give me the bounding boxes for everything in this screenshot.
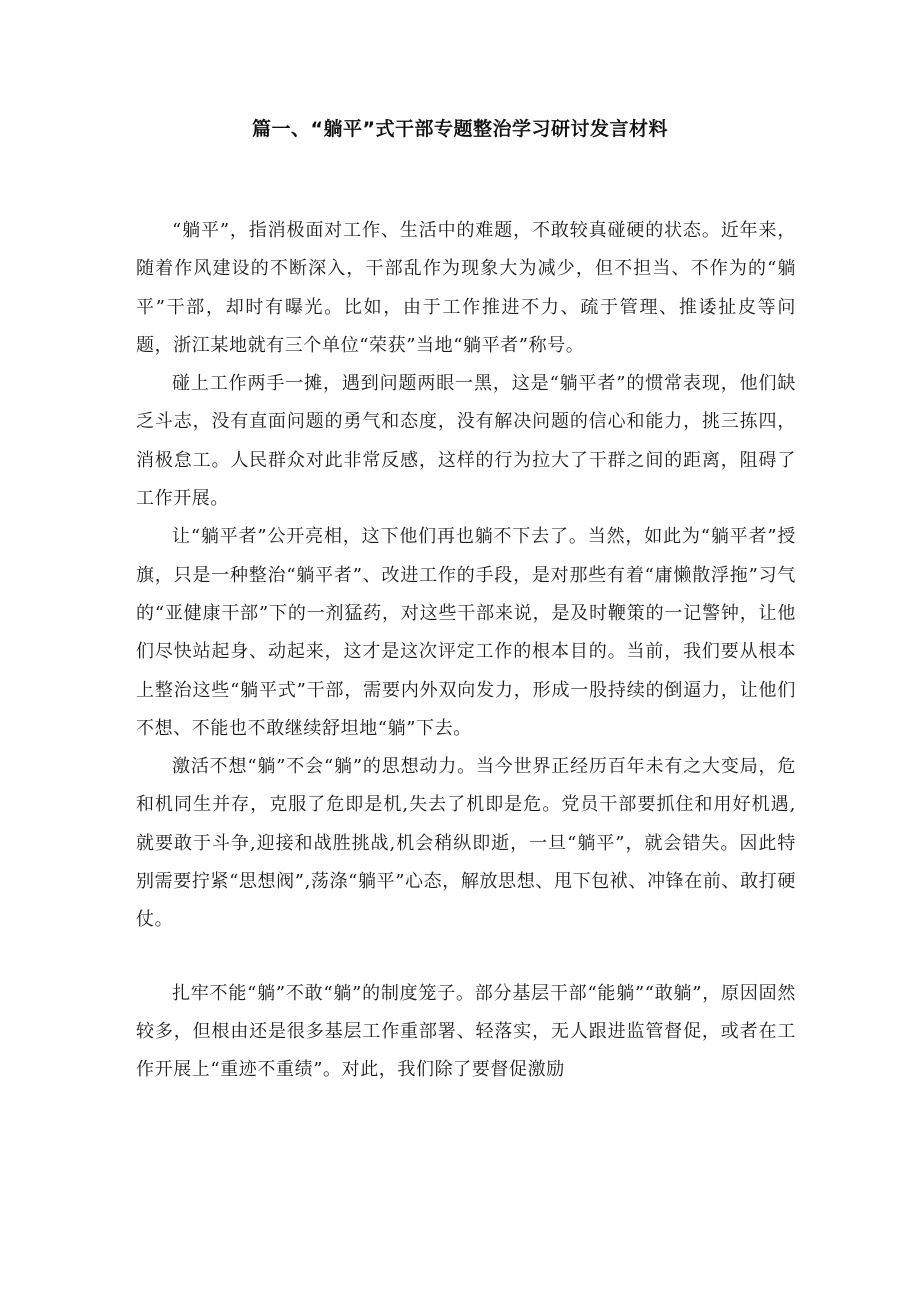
document-body bbox=[136, 212, 796, 1090]
paragraph-5: 扎牢不能“躺”不敢“躺”的制度笼子。部分基层干部“能躺”“敢躺”，原因固然较多，但根由还是很多基层工作重部署、轻落实，无人跟进监管督促，或者在工作开展上“重迹不重绩”。对此，我们除了要督促激励 bbox=[136, 982, 796, 1081]
paragraph-4: 激活不想“躺”不会“躺”的思想动力。当今世界正经历百年未有之大变局，危和机同生并存，克服了危即是机,失去了机即是危。党员干部要抓住和用好机遇,就要敢于斗争,迎接和战胜挑战,机会稍纵即逝，一旦“躺平”，就会错失。因此特别需要拧紧“思想阀”,荡涤“躺平”心态，解放思想、甩下包袱、冲锋在前、敢打硬仗。 bbox=[136, 756, 796, 931]
paragraph-2: 碰上工作两手一摊，遇到问题两眼一黑，这是“躺平者”的惯常表现，他们缺乏斗志，没有直面问题的勇气和态度，没有解决问题的信心和能力，挑三拣四，消极怠工。人民群众对此非常反感，这样的行为拉大了干群之间的距离，阻碍了工作开展。 bbox=[136, 373, 796, 510]
paragraph-spacer bbox=[136, 940, 796, 975]
document-title: 篇一、“躺平”式干部专题整治学习研讨发言材料 bbox=[252, 118, 668, 140]
paragraph-1: “躺平”，指消极面对工作、生活中的难题，不敢较真碰硬的状态。近年来，随着作风建设的不断深入，干部乱作为现象大为减少，但不担当、不作为的“躺平”干部，却时有曝光。比如，由于工作推进不力、疏于管理、推诿扯皮等问题，浙江某地就有三个单位“荣获”当地“躺平者”称号。 bbox=[136, 220, 796, 356]
paragraph-3: 让“躺平者”公开亮相，这下他们再也躺不下去了。当然，如此为“躺平者”授旗，只是一种整治“躺平者”、改进工作的手段，是对那些有着“庸懒散浮拖”习气的“亚健康干部”下的一剂猛药，对这些干部来说，是及时鞭策的一记警钟，让他们尽快站起身、动起来，这才是这次评定工作的根本目的。当前，我们要从根本上整治这些“躺平式”干部，需要内外双向发力，形成一股持续的倒逼力，让他们不想、不能也不敢继续舒坦地“躺”下去。 bbox=[136, 526, 796, 739]
